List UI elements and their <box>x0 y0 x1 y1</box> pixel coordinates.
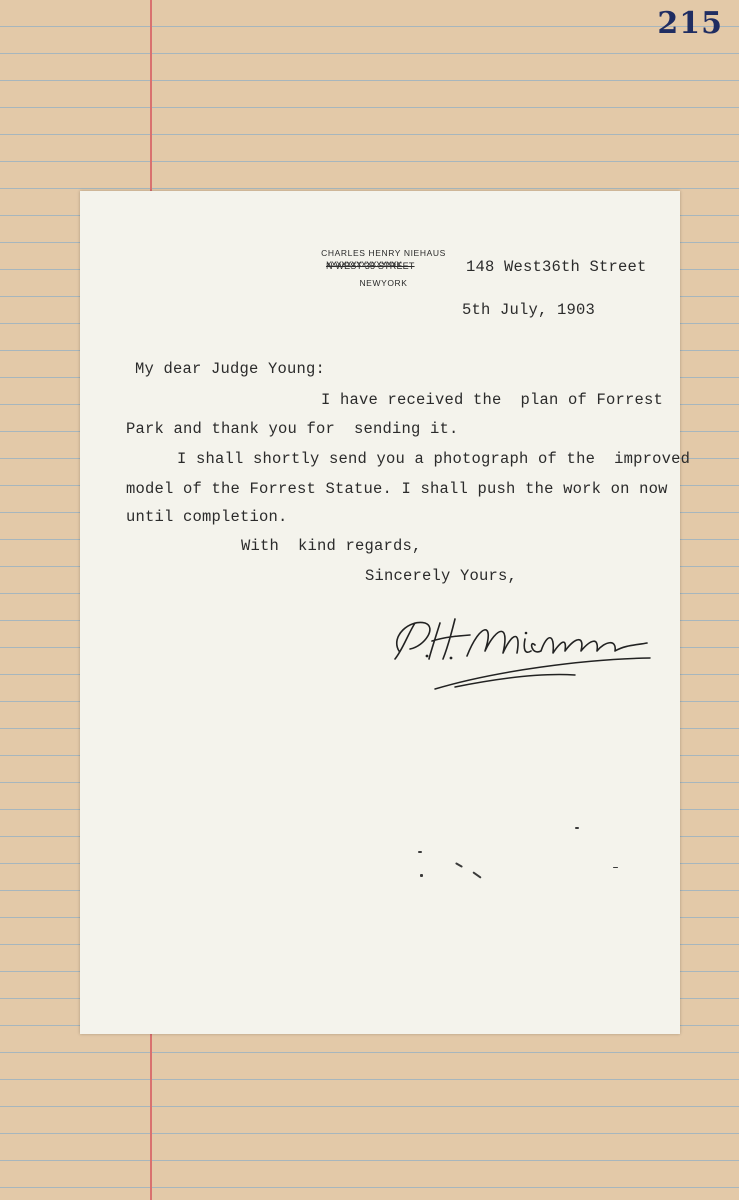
ink-speck <box>472 871 481 878</box>
letterhead-city: NEWYORK <box>359 278 408 288</box>
ink-speck <box>613 867 618 868</box>
letter-date: 5th July, 1903 <box>462 301 596 319</box>
ink-speck <box>575 827 579 829</box>
body-line: I shall shortly send you a photograph of the improved <box>177 450 691 468</box>
ink-speck <box>455 862 463 868</box>
ink-speck <box>418 851 422 853</box>
letterhead-struck-address: N WEST 35 STREET xxxxxxxxxxxxxxx <box>326 261 415 271</box>
letterhead-name: CHARLES HENRY NIEHAUS <box>321 248 446 258</box>
body-line: With kind regards, <box>241 537 422 555</box>
body-line: I have received the plan of Forrest <box>321 391 664 409</box>
body-line: until completion. <box>126 508 288 526</box>
typed-address: 148 West36th Street <box>466 258 647 276</box>
letter-sheet <box>80 191 691 1034</box>
ink-speck <box>420 874 423 877</box>
body-line: Park and thank you for sending it. <box>126 420 459 438</box>
salutation: My dear Judge Young: <box>135 360 326 378</box>
signature <box>385 601 685 701</box>
body-line: model of the Forrest Statue. I shall push the work on now <box>126 480 668 498</box>
page-number: 215 <box>657 6 723 41</box>
closing: Sincerely Yours, <box>365 567 518 585</box>
